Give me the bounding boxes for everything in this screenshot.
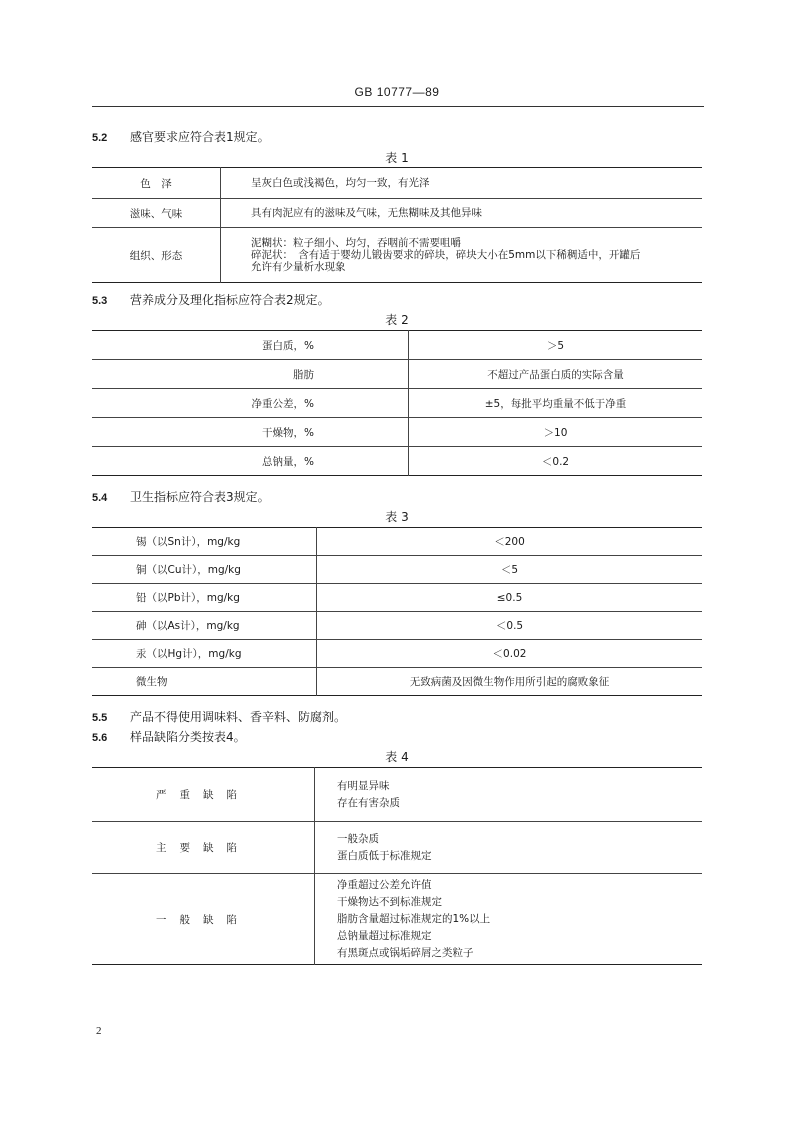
table-row xyxy=(92,418,702,447)
table-cell-label: 干燥物，% xyxy=(92,418,409,447)
cell-line: 允许有少量析水现象 xyxy=(251,261,346,273)
clause-text: 卫生指标应符合表3规定。 xyxy=(130,490,270,504)
table-row xyxy=(92,874,702,965)
table-row xyxy=(92,447,702,476)
table-row xyxy=(92,228,702,283)
clause-text: 产品不得使用调味料、香辛料、防腐剂。 xyxy=(130,710,347,724)
table-cell-label: 净重公差，% xyxy=(92,389,409,418)
table-cell-label: 锡（以Sn计），mg/kg xyxy=(92,528,317,556)
table-2-nutrition xyxy=(92,330,702,476)
table2-caption: 表 2 xyxy=(385,313,409,327)
table-cell-label: 色 泽 xyxy=(92,168,221,199)
header-rule xyxy=(92,106,704,107)
clause-5-5 xyxy=(92,708,346,725)
clause-text: 感官要求应符合表1规定。 xyxy=(130,130,270,144)
table-cell-label: 脂肪 xyxy=(92,360,409,389)
cell-line: 干燥物达不到标准规定 xyxy=(337,895,442,908)
table-4-defects xyxy=(92,767,702,965)
clause-number: 5.5 xyxy=(92,712,108,724)
clause-number: 5.4 xyxy=(92,492,108,504)
clause-5-2 xyxy=(92,128,270,145)
table-row xyxy=(92,612,702,640)
table4-caption: 表 4 xyxy=(385,750,409,764)
table-row xyxy=(92,556,702,584)
clause-5-4 xyxy=(92,488,270,505)
table-row xyxy=(92,768,702,822)
table-cell-label: 铅（以Pb计），mg/kg xyxy=(92,584,317,612)
clause-number: 5.3 xyxy=(92,295,108,307)
page-number: 2 xyxy=(96,1025,102,1037)
table-row xyxy=(92,360,702,389)
table-1-sensory xyxy=(92,167,702,283)
table-cell-value: ＞10 xyxy=(409,418,703,447)
table-cell-label: 严重缺陷 xyxy=(92,768,315,822)
table-cell-value xyxy=(315,822,703,874)
cell-line: 总钠量超过标准规定 xyxy=(337,929,432,942)
table-cell-value: ＜200 xyxy=(317,528,703,556)
table-cell-value: ＜0.2 xyxy=(541,455,570,468)
clause-number: 5.2 xyxy=(92,132,108,144)
table-cell-label: 总钠量，% xyxy=(92,447,409,476)
cell-line: 有黑斑点或锅垢碎屑之类粒子 xyxy=(337,946,474,959)
cell-line: 碎泥状： 含有适于婴幼儿锻齿要求的碎块，碎块大小在5mm以下稀稠适中，开罐后 xyxy=(251,249,641,261)
table-row xyxy=(92,331,702,360)
cell-line: 泥糊状：粒子细小、均匀，吞咽前不需要咀嚼 xyxy=(251,237,461,249)
table-cell-value: ＞5 xyxy=(409,331,703,360)
cell-line: 一般杂质 xyxy=(337,832,379,845)
clause-text: 样品缺陷分类按表4。 xyxy=(130,730,246,744)
table-cell-value xyxy=(315,874,703,965)
clause-5-3 xyxy=(92,291,330,308)
table-cell-label: 滋味、气味 xyxy=(92,199,221,228)
table3-caption: 表 3 xyxy=(385,510,409,524)
table-cell-label: 砷（以As计），mg/kg xyxy=(92,612,317,640)
table-cell-label: 微生物 xyxy=(92,668,317,696)
table1-caption: 表 1 xyxy=(385,151,409,165)
table-row xyxy=(92,389,702,418)
table-cell-value: 不超过产品蛋白质的实际含量 xyxy=(409,360,703,389)
cell-line: 有明显异味 xyxy=(337,779,390,792)
table-cell-value xyxy=(221,199,703,228)
table-cell-value xyxy=(221,168,703,199)
table-3-hygiene xyxy=(92,527,702,696)
cell-line: 净重超过公差允许值 xyxy=(337,878,432,891)
table-cell-value: ＜5 xyxy=(317,556,703,584)
table-cell-value: ＜0.5 xyxy=(317,612,703,640)
cell-line: 呈灰白色或浅褐色，均匀一致，有光泽 xyxy=(251,177,430,189)
table-cell-value xyxy=(221,228,703,283)
table-cell-label: 蛋白质，% xyxy=(92,331,409,360)
table-cell-label: 汞（以Hg计），mg/kg xyxy=(92,640,317,668)
table-cell-value: ≤0.5 xyxy=(317,584,703,612)
table-row xyxy=(92,584,702,612)
table-row xyxy=(92,199,702,228)
table-cell-value: ＜0.02 xyxy=(317,640,703,668)
table-cell-label: 铜（以Cu计），mg/kg xyxy=(92,556,317,584)
cell-line: 脂肪含量超过标准规定的1%以上 xyxy=(337,912,491,925)
cell-line: 具有肉泥应有的滋味及气味，无焦糊味及其他异味 xyxy=(251,207,482,219)
table-row xyxy=(92,822,702,874)
table-row xyxy=(92,168,702,199)
table-cell-label: 一般缺陷 xyxy=(92,874,315,965)
table-cell-label: 组织、形态 xyxy=(92,228,221,283)
cell-line: 蛋白质低于标准规定 xyxy=(337,849,432,862)
table-row xyxy=(92,668,702,696)
clause-number: 5.6 xyxy=(92,732,108,744)
table-cell-value: 无致病菌及因微生物作用所引起的腐败象征 xyxy=(409,676,610,688)
cell-line: 存在有害杂质 xyxy=(337,796,400,809)
table-row xyxy=(92,528,702,556)
table-cell-value xyxy=(315,768,703,822)
table-cell-value: ±5，每批平均重量不低于净重 xyxy=(409,389,703,418)
table-cell-label: 主要缺陷 xyxy=(92,822,315,874)
table-row xyxy=(92,640,702,668)
clause-5-6 xyxy=(92,728,246,745)
page-header: GB 10777—89 xyxy=(354,85,440,99)
clause-text: 营养成分及理化指标应符合表2规定。 xyxy=(130,293,330,307)
